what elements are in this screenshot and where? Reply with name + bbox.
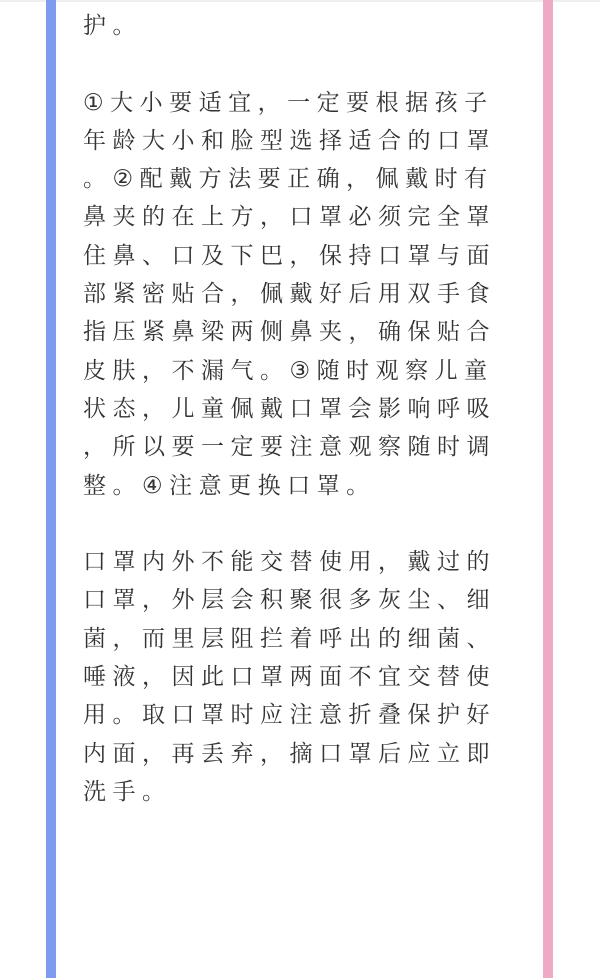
top-divider bbox=[0, 0, 600, 2]
text-line: 。②配戴方法要正确，佩戴时有 bbox=[83, 166, 494, 193]
right-accent-stripe bbox=[543, 0, 553, 978]
article-body bbox=[83, 7, 523, 811]
paragraph-spacer bbox=[83, 505, 523, 543]
text-line: 菌，而里层阻拦着呼出的细菌、 bbox=[83, 625, 496, 652]
paragraph-spacer bbox=[83, 45, 523, 83]
text-line: 部紧密贴合，佩戴好后用双手食 bbox=[83, 281, 496, 308]
text-line: 用。取口罩时应注意折叠保护好 bbox=[83, 702, 496, 729]
text-line: ，所以要一定要注意观察随时调 bbox=[83, 434, 496, 461]
left-accent-stripe bbox=[46, 0, 56, 978]
text-line: 鼻夹的在上方，口罩必须完全罩 bbox=[83, 204, 496, 231]
paragraph-2 bbox=[83, 84, 523, 505]
paragraph-3 bbox=[83, 543, 523, 811]
text-line: 皮肤，不漏气。③随时观察儿童 bbox=[83, 357, 494, 384]
text-line: 年龄大小和脸型选择适合的口罩 bbox=[83, 127, 496, 154]
text-line: 整。④注意更换口罩。 bbox=[83, 472, 376, 499]
text-line: 口罩内外不能交替使用，戴过的 bbox=[83, 549, 496, 576]
text-line: 指压紧鼻梁两侧鼻夹，确保贴合 bbox=[83, 319, 496, 346]
text-line: ①大小要适宜，一定要根据孩子 bbox=[83, 89, 494, 116]
text-line: 洗手。 bbox=[83, 778, 172, 805]
text-line: 状态，儿童佩戴口罩会影响呼吸 bbox=[83, 395, 496, 422]
text-line: 口罩，外层会积聚很多灰尘、细 bbox=[83, 587, 496, 614]
text-line: 唾液，因此口罩两面不宜交替使 bbox=[83, 664, 496, 691]
text-line: 内面，再丢弃，摘口罩后应立即 bbox=[83, 740, 496, 767]
paragraph-1 bbox=[83, 7, 523, 45]
text-line: 护。 bbox=[83, 13, 142, 39]
text-line: 住鼻、口及下巴，保持口罩与面 bbox=[83, 242, 496, 269]
